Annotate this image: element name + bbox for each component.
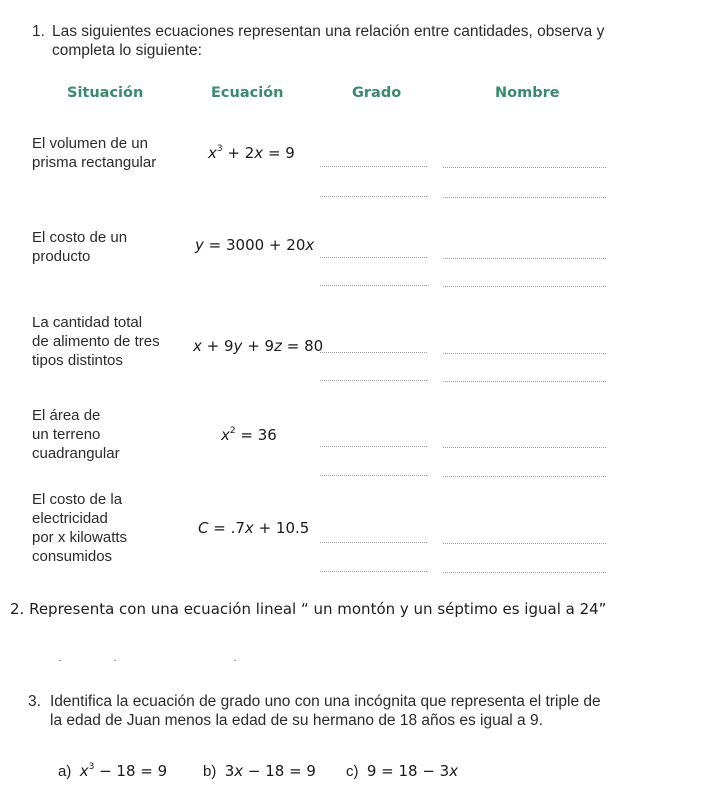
nombre-answer-line[interactable]: [443, 197, 606, 198]
grado-answer-line[interactable]: [320, 542, 427, 543]
situation-line: electricidad: [32, 510, 108, 527]
nombre-answer-line[interactable]: [443, 572, 606, 573]
option-b[interactable]: b) 3x − 18 = 9: [203, 762, 316, 780]
grado-answer-line[interactable]: [320, 571, 427, 572]
row-equation: $x^3 + 2x = 9$: [208, 144, 295, 162]
grado-answer-line[interactable]: [320, 380, 427, 381]
grado-answer-line[interactable]: [320, 475, 427, 476]
row-situation: [32, 406, 120, 463]
situation-line: consumidos: [32, 548, 113, 565]
nombre-answer-line[interactable]: [443, 258, 606, 259]
nombre-answer-line[interactable]: [443, 286, 606, 287]
nombre-answer-line[interactable]: [443, 476, 606, 477]
situation-line: de alimento de tres: [32, 333, 160, 350]
q1-text-line1: Las siguientes ecuaciones representan una relación entre cantidades, observa y: [52, 23, 605, 40]
nombre-answer-line[interactable]: [443, 543, 606, 544]
answer-dot: [114, 660, 116, 661]
row-equation: y = 3000 + 20x: [195, 236, 315, 254]
situation-line: La cantidad total: [32, 314, 143, 331]
situation-line: por x kilowatts: [32, 529, 128, 546]
q3-text-line2: la edad de Juan menos la edad de su hermano de 18 años es igual a 9.: [50, 712, 543, 729]
header-situacion: Situación: [67, 85, 144, 101]
situation-line: El costo de un: [32, 229, 128, 246]
option-c[interactable]: c) 9 = 18 − 3x: [346, 762, 459, 780]
nombre-answer-line[interactable]: [443, 353, 606, 354]
row-equation: C = .7x + 10.5: [198, 519, 310, 537]
grado-answer-line[interactable]: [320, 166, 427, 167]
row-situation: [32, 228, 127, 266]
row-situation: [32, 490, 127, 566]
option-a[interactable]: a) $x^3 - 18 = 9$: [58, 762, 168, 780]
header-nombre: Nombre: [495, 85, 560, 101]
situation-line: prisma rectangular: [32, 154, 157, 171]
grado-answer-line[interactable]: [320, 196, 427, 197]
situation-line: un terreno: [32, 426, 101, 443]
nombre-answer-line[interactable]: [443, 447, 606, 448]
situation-line: producto: [32, 248, 91, 265]
grado-answer-line[interactable]: [320, 352, 427, 353]
q1-text-line2: completa lo siguiente:: [52, 42, 202, 59]
grado-answer-line[interactable]: [320, 285, 427, 286]
nombre-answer-line[interactable]: [443, 167, 606, 168]
q2-text: 2. Representa con una ecuación lineal “ un montón y un séptimo es igual a 24”: [10, 600, 607, 618]
grado-answer-line[interactable]: [320, 257, 427, 258]
header-ecuacion: Ecuación: [211, 85, 284, 101]
grado-answer-line[interactable]: [320, 446, 427, 447]
row-equation: x + 9y + 9z = 80: [193, 337, 324, 355]
q3-number: 3.: [28, 693, 41, 710]
row-situation: [32, 313, 160, 370]
header-grado: Grado: [352, 85, 402, 101]
situation-line: El costo de la: [32, 491, 123, 508]
row-equation: $x^2 = 36$: [221, 426, 277, 444]
situation-line: cuadrangular: [32, 445, 120, 462]
situation-line: El volumen de un: [32, 135, 148, 152]
row-situation: [32, 134, 156, 172]
answer-dot: [234, 660, 236, 661]
answer-dot: [59, 660, 61, 661]
q1-number: 1.: [32, 23, 45, 40]
situation-line: tipos distintos: [32, 352, 123, 369]
q3-text-line1: Identifica la ecuación de grado uno con una incógnita que representa el triple de: [50, 693, 601, 710]
situation-line: El área de: [32, 407, 101, 424]
nombre-answer-line[interactable]: [443, 381, 606, 382]
